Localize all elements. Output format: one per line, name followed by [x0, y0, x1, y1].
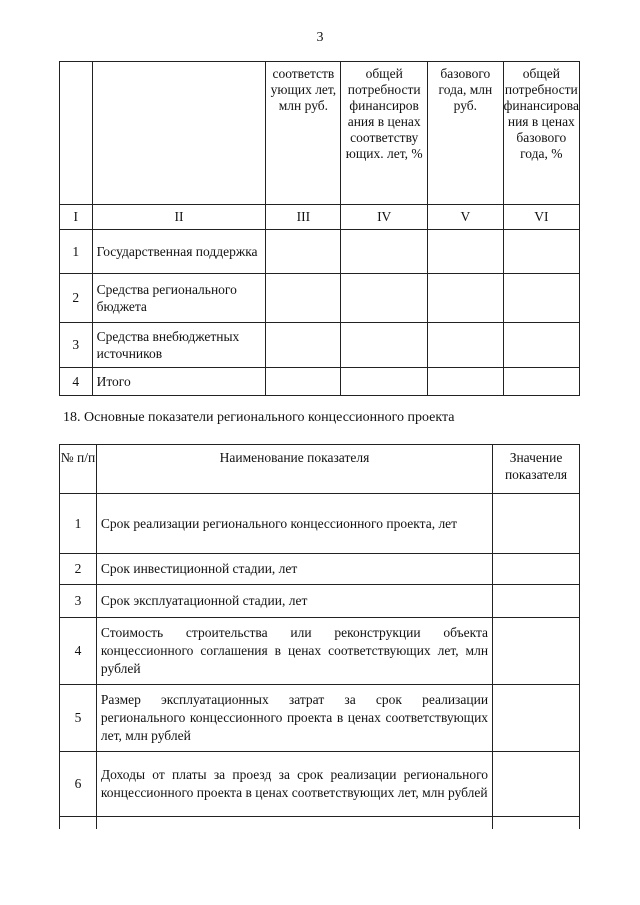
table-row — [60, 230, 580, 274]
header-cell — [60, 62, 93, 205]
value-cell — [428, 323, 504, 368]
row-label: Средства внебюджетных источников — [92, 323, 266, 368]
row-number: 5 — [60, 685, 97, 752]
value-cell — [341, 368, 428, 396]
value-cell — [428, 230, 504, 274]
header-cell: общей потребности финансиров ания в ценах соответству ющих. лет, % — [341, 62, 428, 205]
table-header-row — [60, 445, 580, 494]
indicators-table — [59, 444, 580, 872]
value-cell — [266, 323, 341, 368]
column-index-row — [60, 205, 580, 230]
table-header-row — [60, 62, 580, 205]
table-row — [60, 494, 580, 554]
value-cell — [503, 323, 579, 368]
value-cell — [503, 274, 579, 323]
header-cell: базового года, млн руб. — [428, 62, 504, 205]
table-row — [60, 368, 580, 396]
header-name: Наименование показателя — [96, 445, 492, 494]
column-index: IV — [341, 205, 428, 230]
value-cell — [428, 368, 504, 396]
row-number: 6 — [60, 752, 97, 817]
row-label: Срок эксплуатационной стадии, лет — [96, 585, 492, 618]
value-cell — [341, 274, 428, 323]
value-cell — [503, 368, 579, 396]
value-cell — [266, 368, 341, 396]
value-cell — [493, 585, 580, 618]
header-cell: общей потребности финансирова ния в ценах базового года, % — [503, 62, 579, 205]
column-index: I — [60, 205, 93, 230]
row-label: Итого — [92, 368, 266, 396]
value-cell — [493, 685, 580, 752]
column-index: II — [92, 205, 266, 230]
value-cell — [493, 752, 580, 817]
table-row — [60, 752, 580, 817]
page-number: 3 — [316, 30, 324, 45]
value-cell — [493, 494, 580, 554]
row-label: Доходы от платы за проезд за срок реализации регионального концессионного проекта в ценах соответствующих лет, млн рублей — [96, 752, 492, 817]
value-cell — [341, 230, 428, 274]
row-number: 3 — [60, 323, 93, 368]
value-cell — [503, 230, 579, 274]
header-value: Значение показателя — [493, 445, 580, 494]
row-label: Стоимость строительства или реконструкции объекта концессионного соглашения в ценах соответствующих лет, млн рублей — [96, 618, 492, 685]
value-cell — [266, 230, 341, 274]
financing-table — [59, 61, 580, 396]
table-row — [60, 274, 580, 323]
row-number: 2 — [60, 274, 93, 323]
row-number: 4 — [60, 368, 93, 396]
row-number: 2 — [60, 554, 97, 585]
value-cell — [493, 618, 580, 685]
row-label: Средства регионального бюджета — [92, 274, 266, 323]
row-number: 3 — [60, 585, 97, 618]
row-label: Срок реализации регионального концессионного проекта, лет — [96, 494, 492, 554]
row-label: Срок инвестиционной стадии, лет — [96, 554, 492, 585]
table-row — [60, 618, 580, 685]
table-row — [60, 554, 580, 585]
table-row — [60, 323, 580, 368]
header-cell: соответств ующих лет, млн руб. — [266, 62, 341, 205]
row-number: 1 — [60, 494, 97, 554]
table-row — [60, 685, 580, 752]
row-number: 4 — [60, 618, 97, 685]
value-cell — [341, 323, 428, 368]
value-cell — [493, 554, 580, 585]
page-bottom-margin — [0, 829, 640, 905]
row-label: Государственная поддержка — [92, 230, 266, 274]
column-index: III — [266, 205, 341, 230]
header-cell — [92, 62, 266, 205]
column-index: VI — [503, 205, 579, 230]
column-index: V — [428, 205, 504, 230]
row-label: Размер эксплуатационных затрат за срок реализации регионального концессионного проекта в ценах соответствующих лет, млн рублей — [96, 685, 492, 752]
table-row — [60, 585, 580, 618]
row-number: 1 — [60, 230, 93, 274]
value-cell — [266, 274, 341, 323]
value-cell — [428, 274, 504, 323]
header-number: № п/п — [60, 445, 97, 494]
section-title: 18. Основные показатели регионального концессионного проекта — [63, 410, 455, 425]
